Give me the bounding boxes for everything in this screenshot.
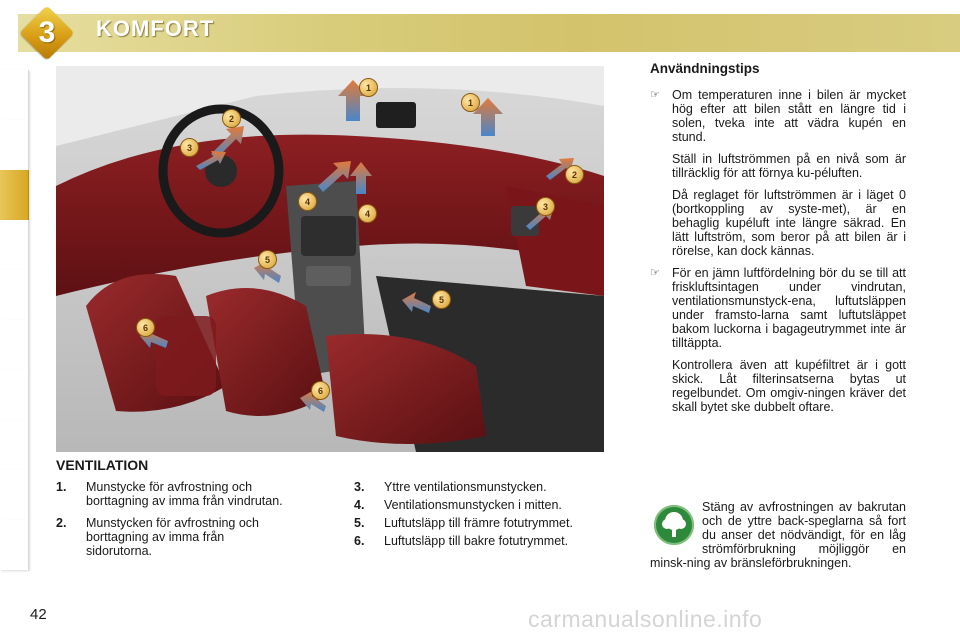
callout-marker: 4 xyxy=(298,192,317,211)
car-interior-illustration xyxy=(56,66,604,452)
tip-item xyxy=(650,88,906,258)
legend-item xyxy=(354,534,616,548)
legend-number: 4. xyxy=(354,498,365,512)
legend-number: 5. xyxy=(354,516,365,530)
callout-marker: 4 xyxy=(358,204,377,223)
ventilation-legend-right xyxy=(354,480,616,556)
legend-text: Munstycke för avfrostning och borttagning av imma från vindrutan. xyxy=(86,480,283,508)
ventilation-title: VENTILATION xyxy=(56,457,149,473)
legend-item xyxy=(354,480,616,494)
eco-note-text: Stäng av avfrostningen av bakrutan och de yttre back-speglarna så fort du anser det nödvändigt, för en låg strömförbrukning möjliggör en minsk-ning av bränsleförbrukningen. xyxy=(650,500,906,570)
legend-number: 2. xyxy=(56,516,67,530)
usage-tips xyxy=(650,62,906,422)
tree-icon xyxy=(654,505,694,545)
pointing-hand-icon: ☞ xyxy=(650,267,660,279)
callout-marker: 3 xyxy=(536,197,555,216)
page-title: KOMFORT xyxy=(96,16,215,41)
callout-marker: 2 xyxy=(222,109,241,128)
callout-marker: 5 xyxy=(432,290,451,309)
tip-paragraph: Då reglaget för luftströmmen är i läget 0 (bortkoppling av syste-met), är en behaglig kupéluft inte längre säkrad. En lätt luftström, som beror på att bilen är i rörelse, kan dock kännas. xyxy=(672,188,906,258)
legend-item xyxy=(56,480,292,508)
callout-marker: 1 xyxy=(461,93,480,112)
legend-item xyxy=(354,498,616,512)
tips-heading: Användningstips xyxy=(650,61,760,76)
chapter-tab-3-active[interactable] xyxy=(0,170,29,220)
legend-number: 6. xyxy=(354,534,365,548)
chapter-tab-6[interactable] xyxy=(0,320,29,370)
chapter-tab-10[interactable] xyxy=(0,520,29,570)
chapter-tab-4[interactable] xyxy=(0,220,29,270)
tip-paragraph: Kontrollera även att kupéfiltret är i gott skick. Låt filterinsatserna bytas ut regelbundet. Om omgiv-ningen kräver det skall bytet ske dubbelt oftare. xyxy=(672,358,906,414)
page-number: 42 xyxy=(30,606,47,623)
legend-item xyxy=(56,516,292,558)
chapter-tab-8[interactable] xyxy=(0,420,29,470)
chapter-tab-5[interactable] xyxy=(0,270,29,320)
callout-marker: 2 xyxy=(565,165,584,184)
legend-item xyxy=(354,516,616,530)
chapter-number: 3 xyxy=(38,16,56,49)
callout-marker: 6 xyxy=(136,318,155,337)
callout-marker: 5 xyxy=(258,250,277,269)
tip-paragraph: Ställ in luftströmmen på en nivå som är tillräcklig för att förnya ku-péluften. xyxy=(672,152,906,180)
ventilation-legend-left xyxy=(56,480,292,566)
legend-text: Ventilationsmunstycken i mitten. xyxy=(384,498,562,512)
chapter-tab-1[interactable] xyxy=(0,70,29,120)
callout-marker: 1 xyxy=(359,78,378,97)
legend-text: Munstycken för avfrostning och borttagning av imma från sidorutorna. xyxy=(86,516,259,558)
legend-number: 1. xyxy=(56,480,67,494)
legend-number: 3. xyxy=(354,480,365,494)
chapter-tab-9[interactable] xyxy=(0,470,29,520)
legend-text: Luftutsläpp till bakre fotutrymmet. xyxy=(384,534,569,548)
legend-text: Yttre ventilationsmunstycken. xyxy=(384,480,547,494)
tip-item xyxy=(650,266,906,414)
chapter-tab-2[interactable] xyxy=(0,120,29,170)
tip-paragraph: För en jämn luftfördelning bör du se till att friskluftsintagen under vindrutan, ventilationsmunstyck-ena, luftutsläppen under framsto-larna samt luftutsläppet bakom luckorna i bagageutrymmet inte är tilltäppta. xyxy=(672,266,906,350)
callout-marker: 3 xyxy=(180,138,199,157)
callout-marker: 6 xyxy=(311,381,330,400)
tip-paragraph: Om temperaturen inne i bilen är mycket hög efter att bilen stått en längre tid i solen, tveka inte att vädra kupén en stund. xyxy=(672,88,906,144)
pointing-hand-icon: ☞ xyxy=(650,89,660,101)
legend-text: Luftutsläpp till främre fotutrymmet. xyxy=(384,516,573,530)
watermark: carmanualsonline.info xyxy=(528,606,763,632)
car-interior-drawing xyxy=(56,66,604,452)
chapter-tab-7[interactable] xyxy=(0,370,29,420)
